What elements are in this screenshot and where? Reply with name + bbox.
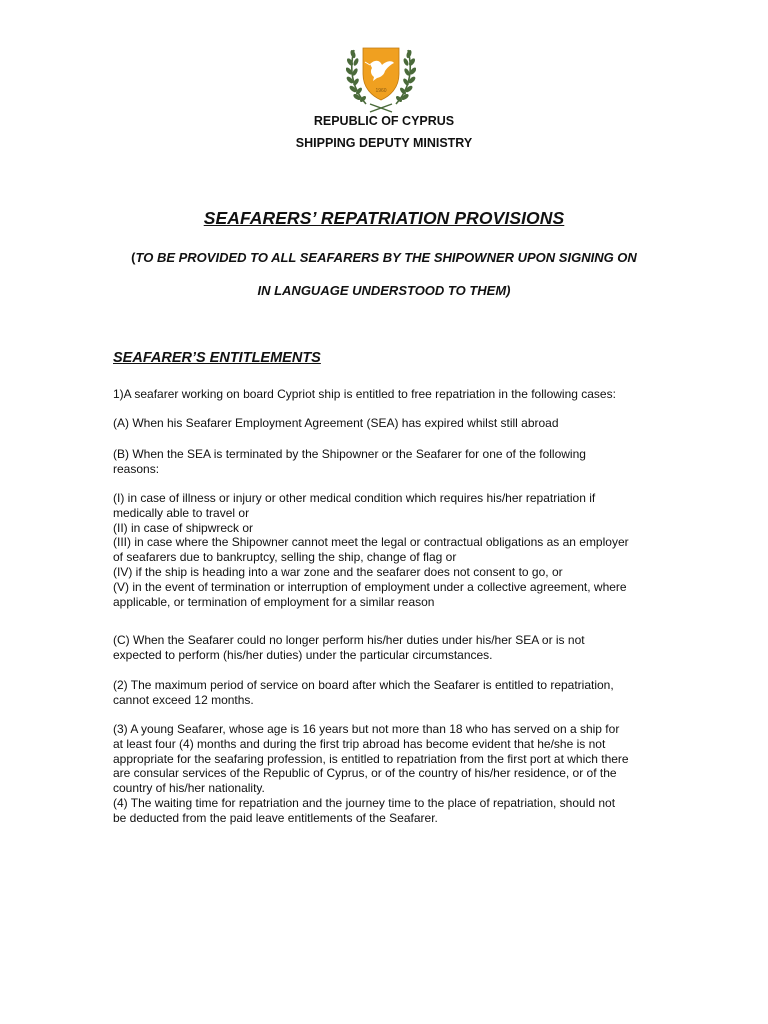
subtitle-open-paren: ( [131,250,136,265]
subtitle-line-1 [0,250,768,265]
paragraph-b-line: reasons: [113,461,160,476]
paragraph-2-line: (2) The maximum period of service on board after which the Seafarer is entitled to repatriation, [113,678,614,692]
paragraph-c-line: (C) When the Seafarer could no longer perform his/her duties under his/her SEA or is not [113,633,585,647]
paragraph-4-line: (4) The waiting time for repatriation and the journey time to the place of repatriation, should not [113,795,616,810]
paragraph-c [113,633,658,663]
subtitle-line-2: IN LANGUAGE UNDERSTOOD TO THEM) [257,283,511,298]
reason-line: (IV) if the ship is heading into a war zone and the seafarer does not consent to go, or [113,564,563,579]
reason-line: applicable, or termination of employment for a similar reason [113,594,435,609]
paragraph-b [113,447,658,477]
reason-line: medically able to travel or [113,505,250,520]
paragraph-1: 1)A seafarer working on board Cypriot ship is entitled to free repatriation in the following cases: [113,387,616,401]
section-heading: SEAFARER’S ENTITLEMENTS [113,350,321,366]
paragraph-2-line: cannot exceed 12 months. [113,692,254,707]
ministry-name: SHIPPING DEPUTY MINISTRY [295,136,473,150]
paragraph-3-line: are consular services of the Republic of Cyprus, or of the country of his/her residence, or of the [113,766,617,781]
svg-text:1960: 1960 [375,88,387,94]
reason-line: (II) in case of shipwreck or [113,520,254,535]
paragraph-3-line: appropriate for the seafaring profession, is entitled to repatriation from the first port at which there [113,751,629,766]
paragraph-b-reasons [113,491,658,609]
paragraph-3-line: country of his/her nationality. [113,781,265,796]
paragraph-2 [113,678,658,708]
paragraph-3-line: at least four (4) months and during the first trip abroad has become evident that he/she is not [113,736,606,751]
paragraph-a: (A) When his Seafarer Employment Agreement (SEA) has expired whilst still abroad [113,416,559,430]
paragraph-4-line: be deducted from the paid leave entitlements of the Seafarer. [113,810,438,825]
paragraph-c-line: expected to perform (his/her duties) under the particular circumstances. [113,647,493,662]
paragraph-3-4 [113,722,658,826]
page-title: SEAFARERS’ REPATRIATION PROVISIONS [203,208,565,228]
subtitle-text-1: TO BE PROVIDED TO ALL SEAFARERS BY THE SHIPOWNER UPON SIGNING ON [135,250,637,265]
country-name: REPUBLIC OF CYPRUS [313,114,455,128]
reason-line: of seafarers due to bankruptcy, selling the ship, change of flag or [113,550,457,565]
reason-line: (V) in the event of termination or interruption of employment under a collective agreement, where [113,579,627,594]
reason-line: (III) in case where the Shipowner cannot meet the legal or contractual obligations as an employer [113,535,629,550]
paragraph-3-line: (3) A young Seafarer, whose age is 16 years but not more than 18 who has served on a ship for [113,722,620,736]
cyprus-coat-of-arms-icon [346,42,416,114]
paragraph-b-line: (B) When the SEA is terminated by the Shipowner or the Seafarer for one of the following [113,447,586,461]
reason-line: (I) in case of illness or injury or other medical condition which requires his/her repatriation if [113,491,596,505]
